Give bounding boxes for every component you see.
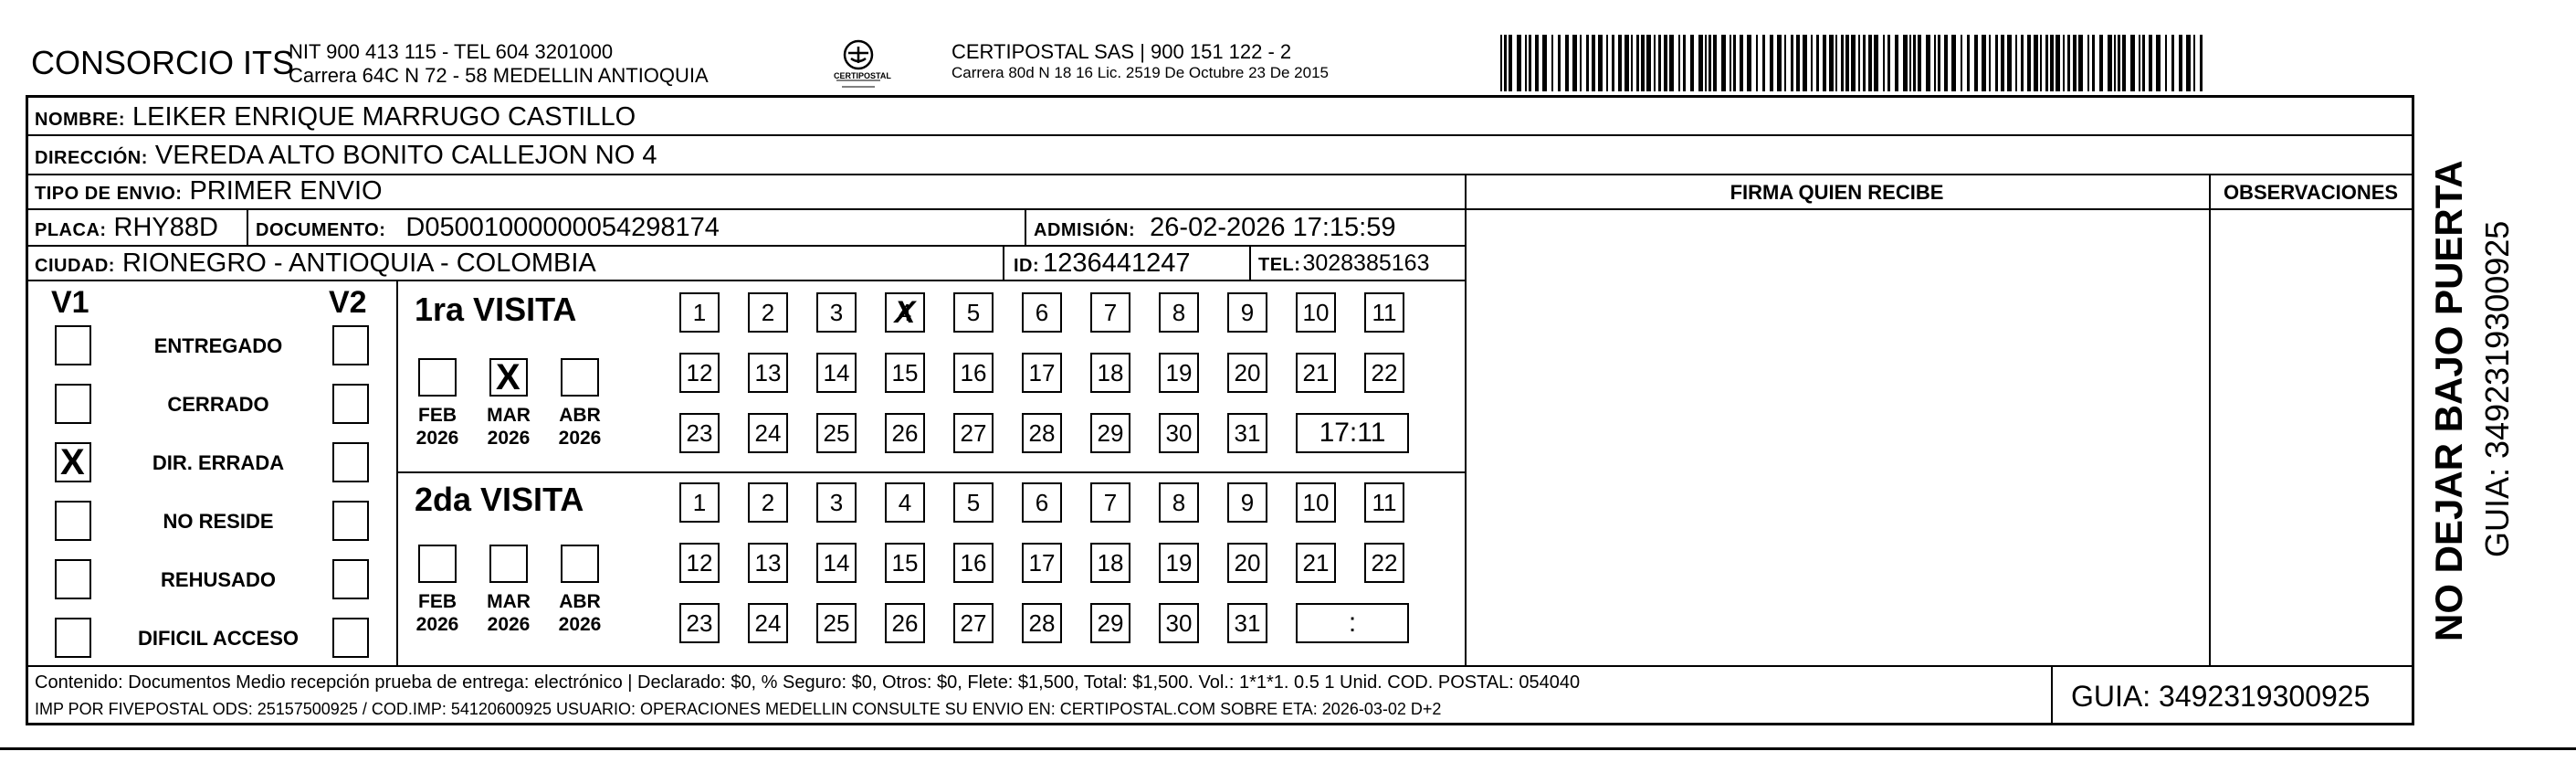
v2-checkbox[interactable] — [332, 384, 369, 424]
day-box[interactable] — [953, 353, 994, 393]
ciudad-label: CIUDAD: — [35, 256, 115, 276]
v2-checkbox[interactable] — [332, 559, 369, 599]
day-box[interactable] — [885, 603, 925, 643]
id-label: ID: — [1014, 256, 1040, 276]
day-number: 16 — [960, 548, 987, 577]
v2-header: V2 — [329, 285, 367, 320]
day-number: 31 — [1234, 609, 1261, 637]
day-number: 7 — [1103, 488, 1118, 516]
placa-field — [35, 213, 218, 243]
month-name: FEB — [418, 405, 457, 426]
day-number: 26 — [891, 609, 919, 637]
day-number: 4 — [898, 488, 912, 516]
visit-time-field[interactable]: : — [1296, 603, 1409, 643]
day-number: 17 — [1028, 548, 1056, 577]
day-box[interactable] — [1227, 603, 1267, 643]
day-number: 9 — [1240, 298, 1255, 326]
admision-value: 26-02-2026 17:15:59 — [1150, 213, 1396, 242]
nombre-label: NOMBRE: — [35, 110, 126, 130]
month-label — [552, 590, 607, 636]
month-checkbox[interactable] — [418, 545, 457, 583]
day-number: 3 — [829, 488, 844, 516]
v1-header: V1 — [51, 285, 89, 320]
day-number: 28 — [1028, 609, 1056, 637]
day-box[interactable] — [1022, 292, 1062, 333]
id-value: 1236441247 — [1043, 249, 1191, 278]
day-box[interactable] — [885, 482, 925, 523]
tel-label: TEL: — [1258, 255, 1301, 275]
id-field — [1014, 249, 1190, 279]
carrier-nit: CERTIPOSTAL SAS | 900 151 122 - 2 — [952, 40, 1292, 63]
no-dejar-bajo-puerta: NO DEJAR BAJO PUERTA — [2427, 160, 2470, 641]
side-guia: GUIA: 3492319300925 — [2478, 220, 2516, 557]
month-year: 2026 — [487, 428, 531, 449]
day-box[interactable] — [1159, 482, 1199, 523]
day-box[interactable] — [1159, 413, 1199, 453]
carrier-address: Carrera 80d N 18 16 Lic. 2519 De Octubre 23 De 2015 — [952, 64, 1329, 81]
month-checkbox[interactable] — [418, 358, 457, 397]
company-info — [289, 40, 709, 88]
month-year: 2026 — [558, 428, 602, 449]
day-number: 12 — [686, 358, 713, 386]
tel-value: 3028385163 — [1302, 250, 1430, 276]
day-box[interactable] — [1364, 353, 1404, 393]
company-nit: NIT 900 413 115 - TEL 604 3201000 — [289, 40, 614, 63]
observaciones-header: OBSERVACIONES — [2223, 181, 2399, 204]
day-box[interactable] — [1159, 353, 1199, 393]
nombre-field — [35, 102, 636, 132]
day-box[interactable] — [1022, 603, 1062, 643]
day-number: 2 — [761, 488, 775, 516]
month-label — [410, 404, 465, 450]
day-number: 25 — [823, 418, 850, 447]
month-checkbox[interactable] — [489, 545, 528, 583]
day-box[interactable] — [816, 292, 857, 333]
day-box[interactable] — [1364, 543, 1404, 583]
documento-value: D05001000000054298174 — [405, 213, 720, 242]
day-number: 25 — [823, 609, 850, 637]
day-number: 11 — [1372, 298, 1397, 326]
day-number: 30 — [1165, 609, 1193, 637]
day-box[interactable] — [679, 413, 720, 453]
day-number: 15 — [891, 358, 919, 386]
day-number: 26 — [891, 418, 919, 447]
day-number: 10 — [1302, 488, 1330, 516]
day-box[interactable] — [1296, 353, 1336, 393]
day-number: 29 — [1097, 609, 1124, 637]
day-box[interactable] — [1022, 543, 1062, 583]
day-box[interactable] — [816, 603, 857, 643]
day-number: 23 — [686, 418, 713, 447]
day-number: 5 — [966, 488, 981, 516]
month-checkbox[interactable] — [489, 358, 528, 397]
day-box[interactable] — [885, 353, 925, 393]
company-address: Carrera 64C N 72 - 58 MEDELLIN ANTIOQUIA — [289, 64, 709, 87]
v1-checkbox[interactable] — [55, 501, 91, 541]
month-year: 2026 — [415, 614, 459, 635]
v2-checkbox[interactable] — [332, 618, 369, 658]
day-box[interactable] — [1159, 292, 1199, 333]
status-label: REHUSADO — [161, 568, 276, 591]
day-box[interactable] — [748, 413, 788, 453]
day-number: 15 — [891, 548, 919, 577]
barcode — [1500, 35, 2208, 91]
day-box[interactable] — [1227, 482, 1267, 523]
day-box[interactable] — [1022, 353, 1062, 393]
day-number: 1 — [692, 298, 707, 326]
status-label: DIFICIL ACCESO — [137, 627, 299, 650]
day-number: 21 — [1302, 548, 1330, 577]
day-box[interactable] — [1296, 482, 1336, 523]
day-number: 17 — [1028, 358, 1056, 386]
day-box[interactable] — [816, 543, 857, 583]
day-number: 20 — [1234, 358, 1261, 386]
admision-label: ADMISIÓN: — [1034, 220, 1136, 240]
ciudad-field — [35, 249, 596, 279]
v2-checkbox[interactable] — [332, 442, 369, 482]
day-box[interactable] — [1090, 292, 1130, 333]
documento-label: DOCUMENTO: — [256, 220, 386, 240]
footer-content: Contenido: Documentos Medio recepción prueba de entrega: electrónico | Declarado: $0, % Seguro: $0, Otros: $0, Flete: $1,500, Total: $1,500. Vol.: 1*1*1. 0.5 1 Unid. COD. POSTAL: 054040 — [35, 672, 1581, 693]
day-box[interactable] — [953, 543, 994, 583]
day-box[interactable] — [679, 353, 720, 393]
day-number: 24 — [754, 609, 782, 637]
day-number: 31 — [1234, 418, 1261, 447]
day-box[interactable] — [1159, 543, 1199, 583]
certipostal-logo: CERTIPOSTAL — [831, 37, 886, 90]
month-label — [410, 590, 465, 636]
tipo-envio-field — [35, 176, 383, 206]
v1-checkbox[interactable] — [55, 559, 91, 599]
month-checkbox[interactable] — [561, 545, 599, 583]
day-box[interactable] — [1364, 292, 1404, 333]
day-number: 16 — [960, 358, 987, 386]
company-name: CONSORCIO ITS — [31, 44, 295, 81]
day-box[interactable] — [1227, 413, 1267, 453]
day-box[interactable] — [1296, 543, 1336, 583]
day-number: 21 — [1302, 358, 1330, 386]
day-number: 12 — [686, 548, 713, 577]
day-number: 13 — [754, 358, 782, 386]
day-number: 20 — [1234, 548, 1261, 577]
day-box[interactable] — [953, 603, 994, 643]
day-box[interactable] — [748, 292, 788, 333]
day-number: 13 — [754, 548, 782, 577]
day-box[interactable] — [885, 292, 925, 333]
month-name: ABR — [559, 591, 601, 612]
day-box[interactable] — [1159, 603, 1199, 643]
day-number: 3 — [829, 298, 844, 326]
month-year: 2026 — [415, 428, 459, 449]
day-box[interactable] — [748, 353, 788, 393]
admision-field — [1034, 213, 1395, 243]
day-box[interactable] — [816, 353, 857, 393]
day-box[interactable] — [1090, 543, 1130, 583]
day-number: 19 — [1165, 358, 1193, 386]
day-box[interactable] — [679, 292, 720, 333]
day-number: 28 — [1028, 418, 1056, 447]
day-box[interactable] — [1227, 353, 1267, 393]
visit2-title: 2da VISITA — [415, 481, 584, 518]
status-label: CERRADO — [167, 393, 269, 416]
footer-guia: GUIA: 3492319300925 — [2071, 680, 2371, 713]
day-box[interactable] — [885, 543, 925, 583]
day-box[interactable] — [1090, 603, 1130, 643]
day-number: 6 — [1035, 298, 1049, 326]
day-number: 18 — [1097, 548, 1124, 577]
month-year: 2026 — [558, 614, 602, 635]
month-name: FEB — [418, 591, 457, 612]
month-name: ABR — [559, 405, 601, 426]
day-box[interactable] — [1022, 482, 1062, 523]
month-name: MAR — [487, 591, 531, 612]
month-name: MAR — [487, 405, 531, 426]
day-number: 24 — [754, 418, 782, 447]
day-number: 2 — [761, 298, 775, 326]
day-number: 30 — [1165, 418, 1193, 447]
day-box[interactable] — [816, 413, 857, 453]
month-checkbox[interactable] — [561, 358, 599, 397]
day-box[interactable] — [1090, 413, 1130, 453]
day-box[interactable] — [953, 413, 994, 453]
status-label: DIR. ERRADA — [152, 451, 285, 474]
day-box[interactable] — [1296, 292, 1336, 333]
v1-checkbox[interactable] — [55, 384, 91, 424]
day-number: 22 — [1371, 358, 1398, 386]
day-box[interactable] — [1090, 353, 1130, 393]
day-number: 18 — [1097, 358, 1124, 386]
day-box[interactable] — [748, 603, 788, 643]
v1-checkbox[interactable] — [55, 325, 91, 365]
month-label — [552, 404, 607, 450]
day-number: 6 — [1035, 488, 1049, 516]
tipo-envio-label: TIPO DE ENVIO: — [35, 184, 183, 204]
day-box[interactable] — [1090, 482, 1130, 523]
month-year: 2026 — [487, 614, 531, 635]
firma-header: FIRMA QUIEN RECIBE — [1730, 181, 1944, 204]
v2-checkbox[interactable] — [332, 501, 369, 541]
direccion-field — [35, 141, 657, 171]
day-number: 11 — [1372, 488, 1397, 516]
day-box[interactable] — [953, 292, 994, 333]
day-number: 8 — [1172, 488, 1186, 516]
day-number: 27 — [960, 418, 987, 447]
visit-time-field[interactable]: 17:11 — [1296, 413, 1409, 453]
day-number: 7 — [1103, 298, 1118, 326]
day-number: 19 — [1165, 548, 1193, 577]
ciudad-value: RIONEGRO - ANTIOQUIA - COLOMBIA — [121, 249, 596, 278]
nombre-value: LEIKER ENRIQUE MARRUGO CASTILLO — [132, 102, 636, 132]
direccion-label: DIRECCIÓN: — [35, 148, 148, 168]
day-number: 4 — [898, 298, 912, 326]
visit1-title: 1ra VISITA — [415, 291, 577, 328]
status-label: NO RESIDE — [163, 510, 274, 533]
day-number: 29 — [1097, 418, 1124, 447]
direccion-value: VEREDA ALTO BONITO CALLEJON NO 4 — [154, 141, 657, 170]
day-box[interactable] — [1227, 292, 1267, 333]
v2-checkbox[interactable] — [332, 325, 369, 365]
day-number: 27 — [960, 609, 987, 637]
day-box[interactable] — [679, 482, 720, 523]
month-label — [481, 590, 536, 636]
day-box[interactable] — [1364, 482, 1404, 523]
tel-field — [1258, 250, 1429, 277]
v1-checkbox[interactable] — [55, 618, 91, 658]
footer-print-info: IMP POR FIVEPOSTAL ODS: 25157500925 / COD.IMP: 54120600925 USUARIO: OPERACIONES MEDELLIN CONSULTE SU ENVIO EN: CERTIPOSTAL.COM SOBRE ETA: 2026-03-02 D+2 — [35, 700, 1442, 718]
day-box[interactable] — [679, 543, 720, 583]
day-number: 22 — [1371, 548, 1398, 577]
documento-field — [256, 213, 720, 243]
day-box[interactable] — [1022, 413, 1062, 453]
day-number: 5 — [966, 298, 981, 326]
day-number: 14 — [823, 548, 850, 577]
day-box[interactable] — [885, 413, 925, 453]
day-box[interactable] — [748, 543, 788, 583]
day-box[interactable] — [679, 603, 720, 643]
tipo-envio-value: PRIMER ENVIO — [189, 176, 383, 206]
month-label — [481, 404, 536, 450]
placa-value: RHY88D — [113, 213, 218, 242]
day-number: 14 — [823, 358, 850, 386]
day-number: 1 — [692, 488, 707, 516]
day-box[interactable] — [1227, 543, 1267, 583]
status-label: ENTREGADO — [153, 334, 283, 357]
day-number: 8 — [1172, 298, 1186, 326]
day-number: 9 — [1240, 488, 1255, 516]
day-number: 23 — [686, 609, 713, 637]
carrier-info — [952, 40, 1329, 82]
day-box[interactable] — [953, 482, 994, 523]
day-number: 10 — [1302, 298, 1330, 326]
day-box[interactable] — [816, 482, 857, 523]
day-box[interactable] — [748, 482, 788, 523]
placa-label: PLACA: — [35, 220, 107, 240]
v1-checkbox[interactable] — [55, 442, 91, 482]
